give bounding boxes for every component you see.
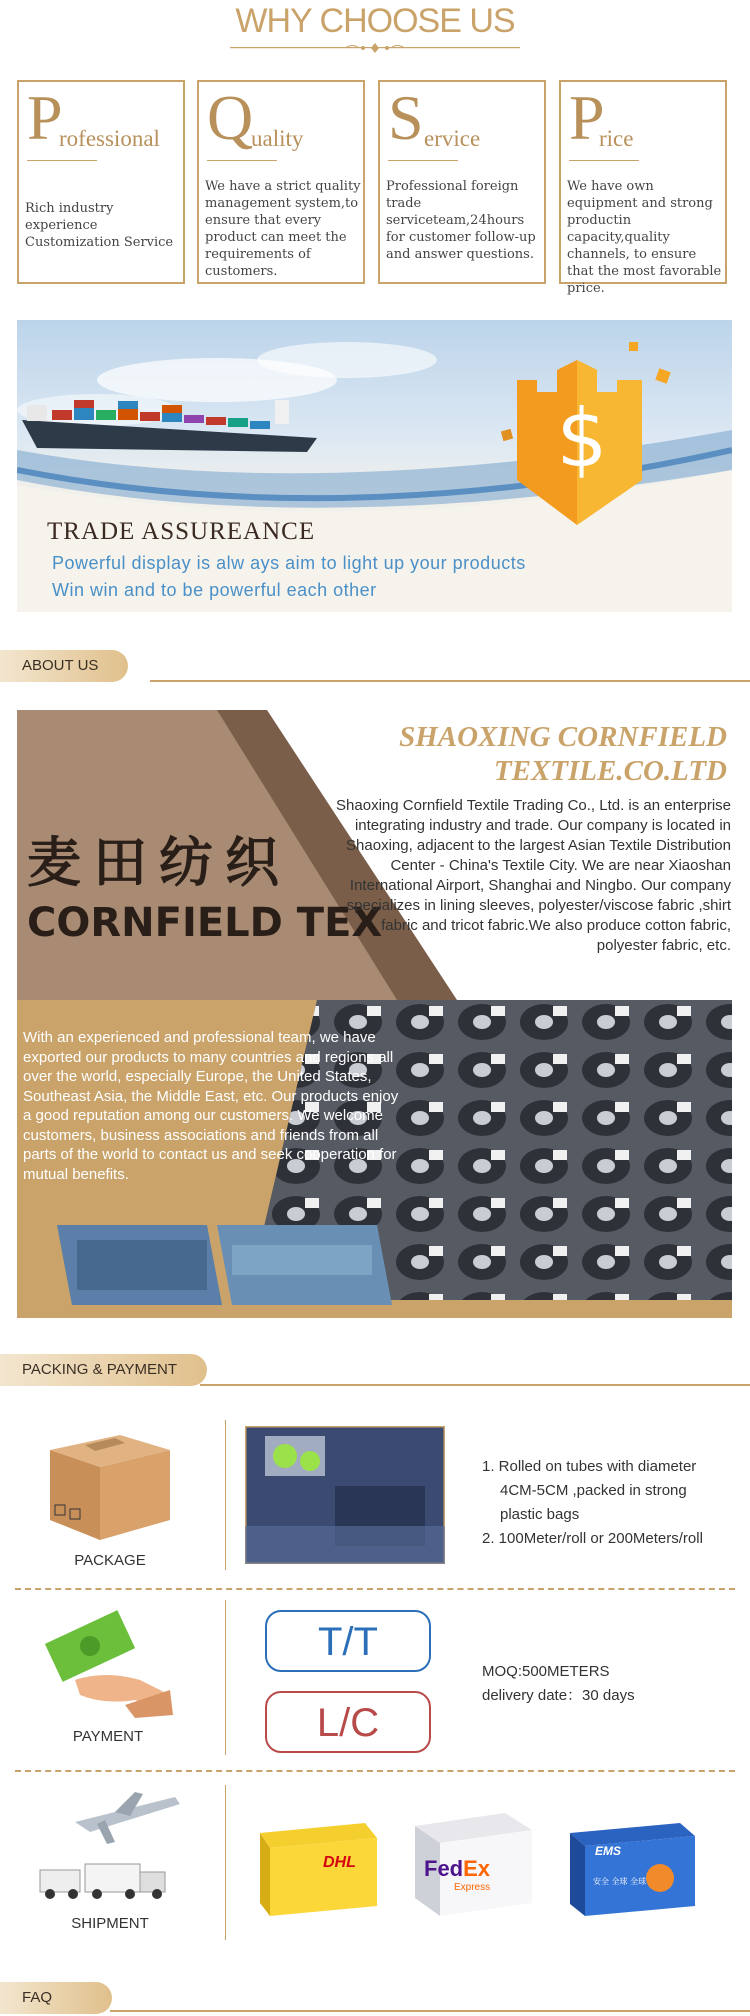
package-line-4: 2. 100Meter/roll or 200Meters/roll [482,1530,703,1547]
card-underline [27,160,97,161]
why-card-service [378,80,546,284]
vertical-separator [225,1785,226,1940]
company-name [317,720,727,788]
why-card-price [559,80,727,296]
faq-section-header [0,1982,750,2016]
card-underline [388,160,458,161]
logo-chinese-text: 麦田纺织 [27,831,291,894]
section-rule [150,680,750,682]
card-underline [569,160,639,161]
tt-payment-option[interactable]: T/T [265,1610,431,1672]
vertical-separator [225,1600,226,1755]
fedex-fed: Fed [424,1856,464,1881]
card-title: uality [251,126,304,151]
company-description: Shaoxing Cornfield Textile Trading Co., Ltd. is an enterprise integrating industry and trade. Our company is located in Shaoxing, adjacent to the largest Asian Textile Distribution Center - China's Textile City. We are near Xiaoshan International Airport, Shanghai and Ningbo. Our company specializes in lining sleeves, polyester/viscose fabric ,shirt fabric and tricot fabric.We also produce cotton fabric, polyester fabric, etc. [336,797,731,954]
fedex-carrier-logo [410,1808,535,1918]
why-choose-us-title: WHY CHOOSE US [235,2,515,40]
trade-assurance-title: TRADE ASSUREANCE [47,518,316,545]
company-name-line-1: SHAOXING CORNFIELD [399,721,727,753]
card-underline [207,160,277,161]
dhl-carrier-logo [255,1818,380,1918]
package-line-2: 4CM-5CM ,packed in strong [500,1482,687,1499]
trade-assurance-banner[interactable] [17,320,732,612]
about-us-section-header [0,650,750,684]
lc-payment-option[interactable]: L/C [265,1691,431,1753]
ems-subtext: 安全 全球 全球 [593,1877,647,1886]
vertical-separator [225,1420,226,1570]
ems-carrier-logo [565,1818,700,1918]
why-card-professional [17,80,185,284]
fedex-text [424,1856,490,1882]
packing-payment-heading: PACKING & PAYMENT [0,1354,207,1386]
card-title: rice [599,126,634,151]
shipment-vehicles-icon [35,1792,185,1907]
company-name-line-2: TEXTILE.CO.LTD [493,755,727,787]
package-line-3: plastic bags [500,1506,580,1523]
card-initial: Q [207,82,254,153]
trade-tagline-2: Win win and to be powerful each other [52,580,377,600]
ems-box-icon [565,1818,700,1918]
ornament-icon [335,42,415,54]
package-details [482,1455,703,1551]
team-description: With an experienced and professional team, we have exported our products to many countries and regions all over the world, especially Europe, the United States, Southeast Asia, the Middle East, etc. Our products enjoy a good reputation among our customers. We welcome customers, business associations and friends from all parts of the world to contact us and seek cooperation for mutual benefits. [23,1029,399,1183]
ems-text: EMS [595,1844,622,1858]
about-us-panel [17,710,732,1318]
dollar-icon: $ [556,392,608,485]
packing-payment-section-header [0,1354,750,1388]
card-text: We have own equipment and strong productin capacity,quality channels, to ensure that the most favorable price. [567,179,722,296]
why-card-quality [197,80,365,284]
card-text: Professional foreign trade serviceteam,24hours for customer follow-up and answer questions. [386,179,536,262]
section-rule [200,1384,750,1386]
package-label: PACKAGE [74,1552,146,1569]
card-text: We have a strict quality management system,to ensure that every product can meet the requirements of customers. [205,179,361,279]
card-title: rofessional [59,126,160,151]
card-initial: P [27,82,63,153]
moq-text: MOQ:500METERS [482,1663,610,1680]
dashed-divider [15,1770,735,1772]
packed-fabric-photo [245,1426,445,1564]
about-us-heading: ABOUT US [0,650,128,682]
shipment-label: SHIPMENT [71,1915,149,1932]
fedex-express-text: Express [454,1882,491,1893]
faq-heading: FAQ [0,1982,112,2014]
delivery-text: delivery date：30 days [482,1687,635,1704]
trade-tagline-1: Powerful display is alw ays aim to light up your products [52,553,526,573]
dhl-box-icon [255,1818,380,1918]
payment-hand-money-icon [45,1610,175,1720]
package-box-icon [40,1425,180,1545]
card-initial: P [569,82,605,153]
logo-english-text: CORNFIELD TEX [27,900,383,946]
card-text: Rich industry experience Customization Service [25,201,174,250]
payment-label: PAYMENT [72,1728,144,1745]
fedex-ex: Ex [463,1856,491,1881]
payment-details [482,1660,635,1708]
package-line-1: 1. Rolled on tubes with diameter [482,1458,697,1475]
section-rule [110,2010,750,2012]
dashed-divider [15,1588,735,1590]
card-title: ervice [424,126,481,151]
card-initial: S [388,82,424,153]
dhl-text: DHL [323,1854,356,1871]
